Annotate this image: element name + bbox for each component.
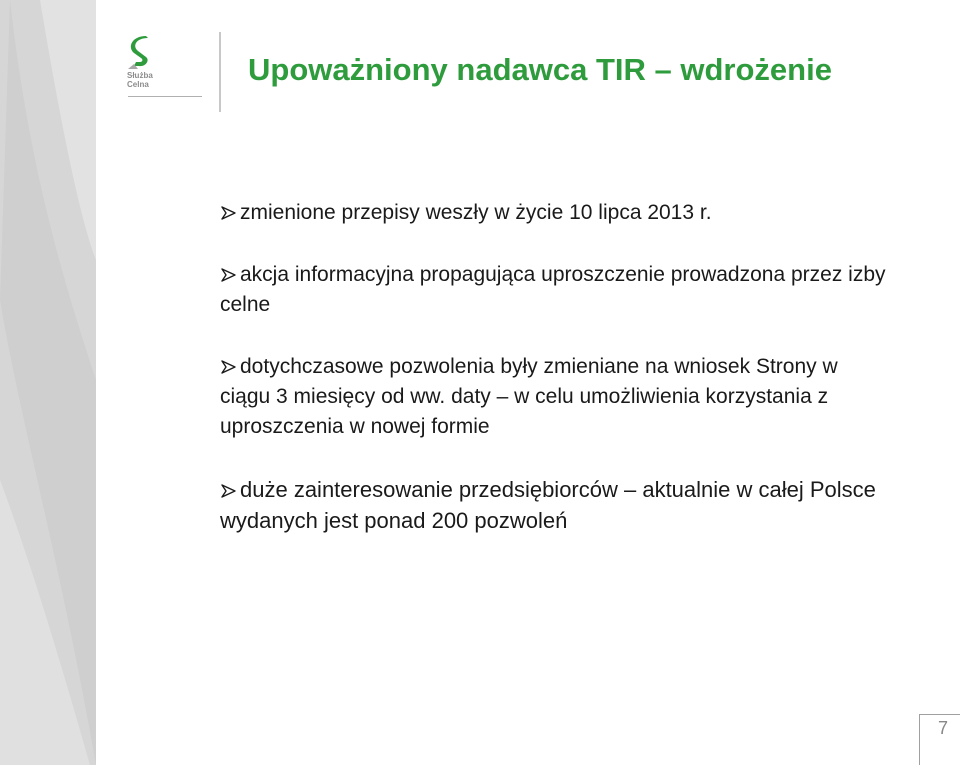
customs-logo [122, 36, 202, 100]
arrow-bullet-icon [220, 360, 237, 374]
bullet-item [220, 260, 888, 320]
bullet-item [220, 474, 888, 536]
bullet-item [220, 352, 888, 442]
slide-title: Upoważniony nadawca TIR – wdrożenie [248, 52, 832, 87]
arrow-bullet-icon [220, 206, 237, 220]
bullet-item [220, 198, 888, 228]
bullet-text: duże zainteresowanie przedsiębiorców – aktualnie w całej Polsce wydanych jest ponad 200 pozwoleń [220, 477, 876, 533]
logo-underline [128, 96, 202, 97]
page-number: 7 [937, 718, 948, 738]
customs-logo-icon [126, 36, 160, 70]
logo-line-2: Celna [127, 80, 149, 89]
bullet-text: zmienione przepisy weszły w życie 10 lipca 2013 r. [240, 201, 712, 224]
arrow-bullet-icon [220, 268, 237, 282]
sidebar-pattern [0, 0, 96, 765]
bullet-list [220, 198, 888, 568]
arrow-bullet-icon [220, 484, 237, 498]
header-divider [219, 32, 221, 112]
decorative-sidebar [0, 0, 96, 765]
bullet-text: akcja informacyjna propagująca uproszczenie prowadzona przez izby celne [220, 263, 886, 316]
logo-line-1: Służba [127, 71, 153, 80]
bullet-text: dotychczasowe pozwolenia były zmieniane na wniosek Strony w ciągu 3 miesięcy od ww. daty – w celu umożliwienia korzystania z uproszczenia w nowej formie [220, 355, 838, 438]
customs-logo-text [127, 71, 153, 89]
